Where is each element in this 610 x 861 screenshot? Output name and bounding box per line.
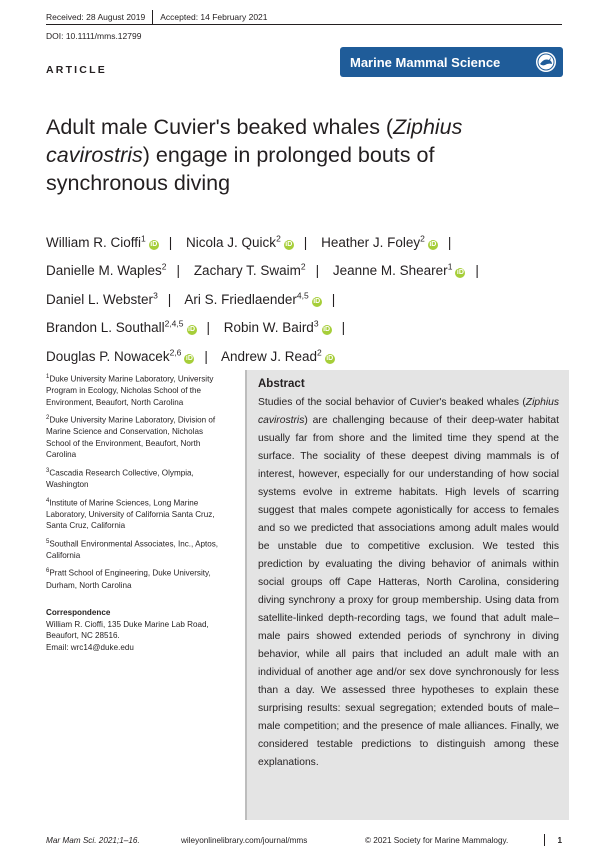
author-name: Nicola J. Quick: [186, 234, 277, 250]
affiliation-text: Duke University Marine Laboratory, University Program in Ecology, Nicholas School of the Environment, Beaufort, North Carolina: [46, 374, 214, 407]
journal-name: Marine Mammal Science: [350, 54, 501, 70]
author-line: [46, 255, 566, 284]
affiliation-number: 2: [46, 415, 50, 422]
affiliation: [46, 413, 228, 461]
abstract-box: [245, 370, 569, 820]
author-affil: 2,4,5: [164, 318, 184, 329]
author-list: [46, 226, 566, 369]
affiliation-number: 4: [46, 497, 50, 504]
orcid-icon[interactable]: iD: [188, 326, 195, 333]
author-name: Zachary T. Swaim: [193, 263, 301, 278]
affiliation-text: Cascadia Research Collective, Olympia, Washington: [46, 468, 194, 490]
affiliation: [46, 537, 228, 562]
journal-citation: Mar Mam Sci. 2021;1–16.: [46, 835, 140, 845]
affiliation: [46, 372, 228, 408]
correspondence-heading: Correspondence: [46, 608, 111, 618]
author[interactable]: [321, 235, 438, 250]
orcid-icon[interactable]: iD: [326, 354, 334, 362]
separator: |: [168, 234, 173, 250]
correspondence-email[interactable]: Email: wrc14@duke.edu: [46, 642, 134, 652]
correspondence-address: William R. Cioffi, 135 Duke Marine Lab Road, Beaufort, NC 28516.: [46, 619, 209, 641]
orcid-icon[interactable]: iD: [313, 297, 321, 305]
affiliation: [46, 566, 228, 591]
article-type-label: ARTICLE: [46, 64, 107, 76]
orcid-icon[interactable]: iD: [285, 240, 293, 248]
affiliation-text: Duke University Marine Laboratory, Division of Marine Science and Conservation, Nicholas School of the Environment, Beaufort, North Carolina: [46, 415, 216, 460]
author-affil: 2,6: [169, 347, 182, 357]
separator: |: [303, 234, 308, 250]
accepted-date: Accepted: 14 February 2021: [160, 12, 268, 22]
separator: |: [475, 263, 479, 278]
title-text: Adult male Cuvier's beaked whales (: [46, 115, 394, 139]
abstract-text-start: Studies of the social behavior of Cuvier's beaked whales (: [258, 397, 526, 408]
author-affil: 2: [161, 261, 167, 272]
author[interactable]: [46, 349, 194, 364]
orcid-icon[interactable]: iD: [150, 240, 158, 248]
author-affil: 1: [141, 233, 146, 243]
affiliation-number: 5: [46, 538, 50, 545]
author-affil: 2: [300, 261, 306, 272]
affiliation-text: Southall Environmental Associates, Inc., Aptos, California: [46, 539, 219, 560]
author-line: [46, 312, 566, 341]
author-name: Ari S. Friedlaender: [184, 291, 297, 307]
society-logo-icon: [535, 51, 557, 73]
author-affil: 2: [276, 233, 281, 243]
author[interactable]: [194, 263, 306, 278]
affiliation-number: 3: [46, 467, 50, 474]
author[interactable]: [46, 292, 158, 307]
author-name: Heather J. Foley: [321, 234, 421, 250]
separator: |: [176, 263, 181, 278]
author-name: Douglas P. Nowacek: [46, 348, 170, 364]
abstract-heading: Abstract: [258, 378, 305, 390]
author-name: William R. Cioffi: [46, 234, 142, 250]
abstract-species: Ziphius cavirostris: [258, 397, 559, 426]
affiliation-text: Pratt School of Engineering, Duke University, Durham, North Carolina: [46, 569, 211, 590]
author-name: Robin W. Baird: [223, 320, 314, 335]
author[interactable]: [221, 349, 335, 364]
author[interactable]: [333, 263, 466, 278]
author-affil: 2: [420, 233, 425, 243]
separator: |: [447, 234, 452, 250]
author[interactable]: [46, 320, 197, 335]
title-species: Ziphius cavirostris: [46, 115, 463, 167]
separator: |: [341, 320, 346, 335]
page-number: 1: [557, 835, 562, 845]
author-line: [46, 226, 566, 255]
header-rule: [46, 24, 562, 25]
received-accepted-bar: [46, 10, 268, 24]
orcid-icon[interactable]: iD: [185, 354, 193, 362]
affiliation-number: 6: [46, 568, 50, 575]
received-date: Received: 28 August 2019: [46, 12, 146, 22]
affiliation-number: 1: [46, 374, 50, 380]
author-name: Daniel L. Webster: [46, 291, 154, 307]
journal-badge[interactable]: [340, 47, 563, 77]
author[interactable]: [186, 235, 294, 250]
article-title: [46, 113, 546, 197]
affiliations: [46, 372, 228, 653]
author-line: [46, 340, 566, 369]
author-name: Jeanne M. Shearer: [332, 263, 448, 278]
separator: |: [331, 291, 336, 307]
title-text-end: ) engage in prolonged bouts of synchronous diving: [46, 143, 435, 195]
copyright: © 2021 Society for Marine Mammalogy.: [365, 835, 509, 845]
affiliation: [46, 496, 228, 532]
author-name: Brandon L. Southall: [46, 320, 165, 335]
affiliation: [46, 466, 228, 491]
author-affil: 2: [317, 347, 322, 357]
separator: |: [206, 320, 211, 335]
author-name: Andrew J. Read: [220, 348, 317, 364]
author[interactable]: [224, 320, 332, 335]
orcid-icon[interactable]: iD: [323, 326, 331, 333]
author[interactable]: [46, 263, 167, 278]
author-affil: 4,5: [296, 290, 309, 300]
separator: |: [167, 291, 172, 307]
author-affil: 3: [153, 290, 158, 300]
abstract-text-body: ) are challenging because of their deep-water habitat usually far from shore and the limited time they spend at the surface. The sociality of these deepest diving mammals is of interest, however, especially for our understanding of how social systems evolve in extreme habitats. High levels of scarring suggest that males compete agonistically for access to females and so we predicted that associations among adult males would be unstable due to competitive exclusion. We tested this prediction by evaluating the diving behavior of animals within social groups off Cape Hatteras, North Carolina, considering diving synchrony a proxy for group membership. Using data from satellite-linked depth-recording tags, we found that adult male–male pairs showed extended periods of synchrony in diving behavior, while all pairs that included an adult male with an individual of another age and/or sex dove synchronously for less than a day. We assessed three hypotheses to explain these surprising results: sexual segregation; extended bouts of male–male competition; and the presence of male alliances. Finally, we considered testable predictions to distinguish among these explanations.: [258, 415, 559, 768]
divider: [152, 10, 153, 24]
author-affil: 1: [447, 261, 453, 272]
affiliation-text: Institute of Marine Sciences, Long Marine Laboratory, University of California Santa Cruz, Santa Cruz, California: [46, 498, 215, 531]
orcid-icon[interactable]: iD: [429, 240, 437, 248]
author[interactable]: [184, 292, 321, 307]
author[interactable]: [46, 235, 159, 250]
doi: DOI: 10.1111/mms.12799: [46, 31, 142, 41]
orcid-icon[interactable]: iD: [456, 269, 464, 276]
separator: |: [204, 348, 208, 364]
author-line: [46, 283, 566, 312]
author-affil: 3: [313, 318, 319, 329]
divider: [544, 834, 545, 846]
separator: |: [315, 263, 320, 278]
journal-url[interactable]: wileyonlinelibrary.com/journal/mms: [181, 835, 308, 845]
author-name: Danielle M. Waples: [46, 263, 162, 278]
abstract-text: [258, 394, 559, 772]
page-footer: [46, 834, 562, 846]
